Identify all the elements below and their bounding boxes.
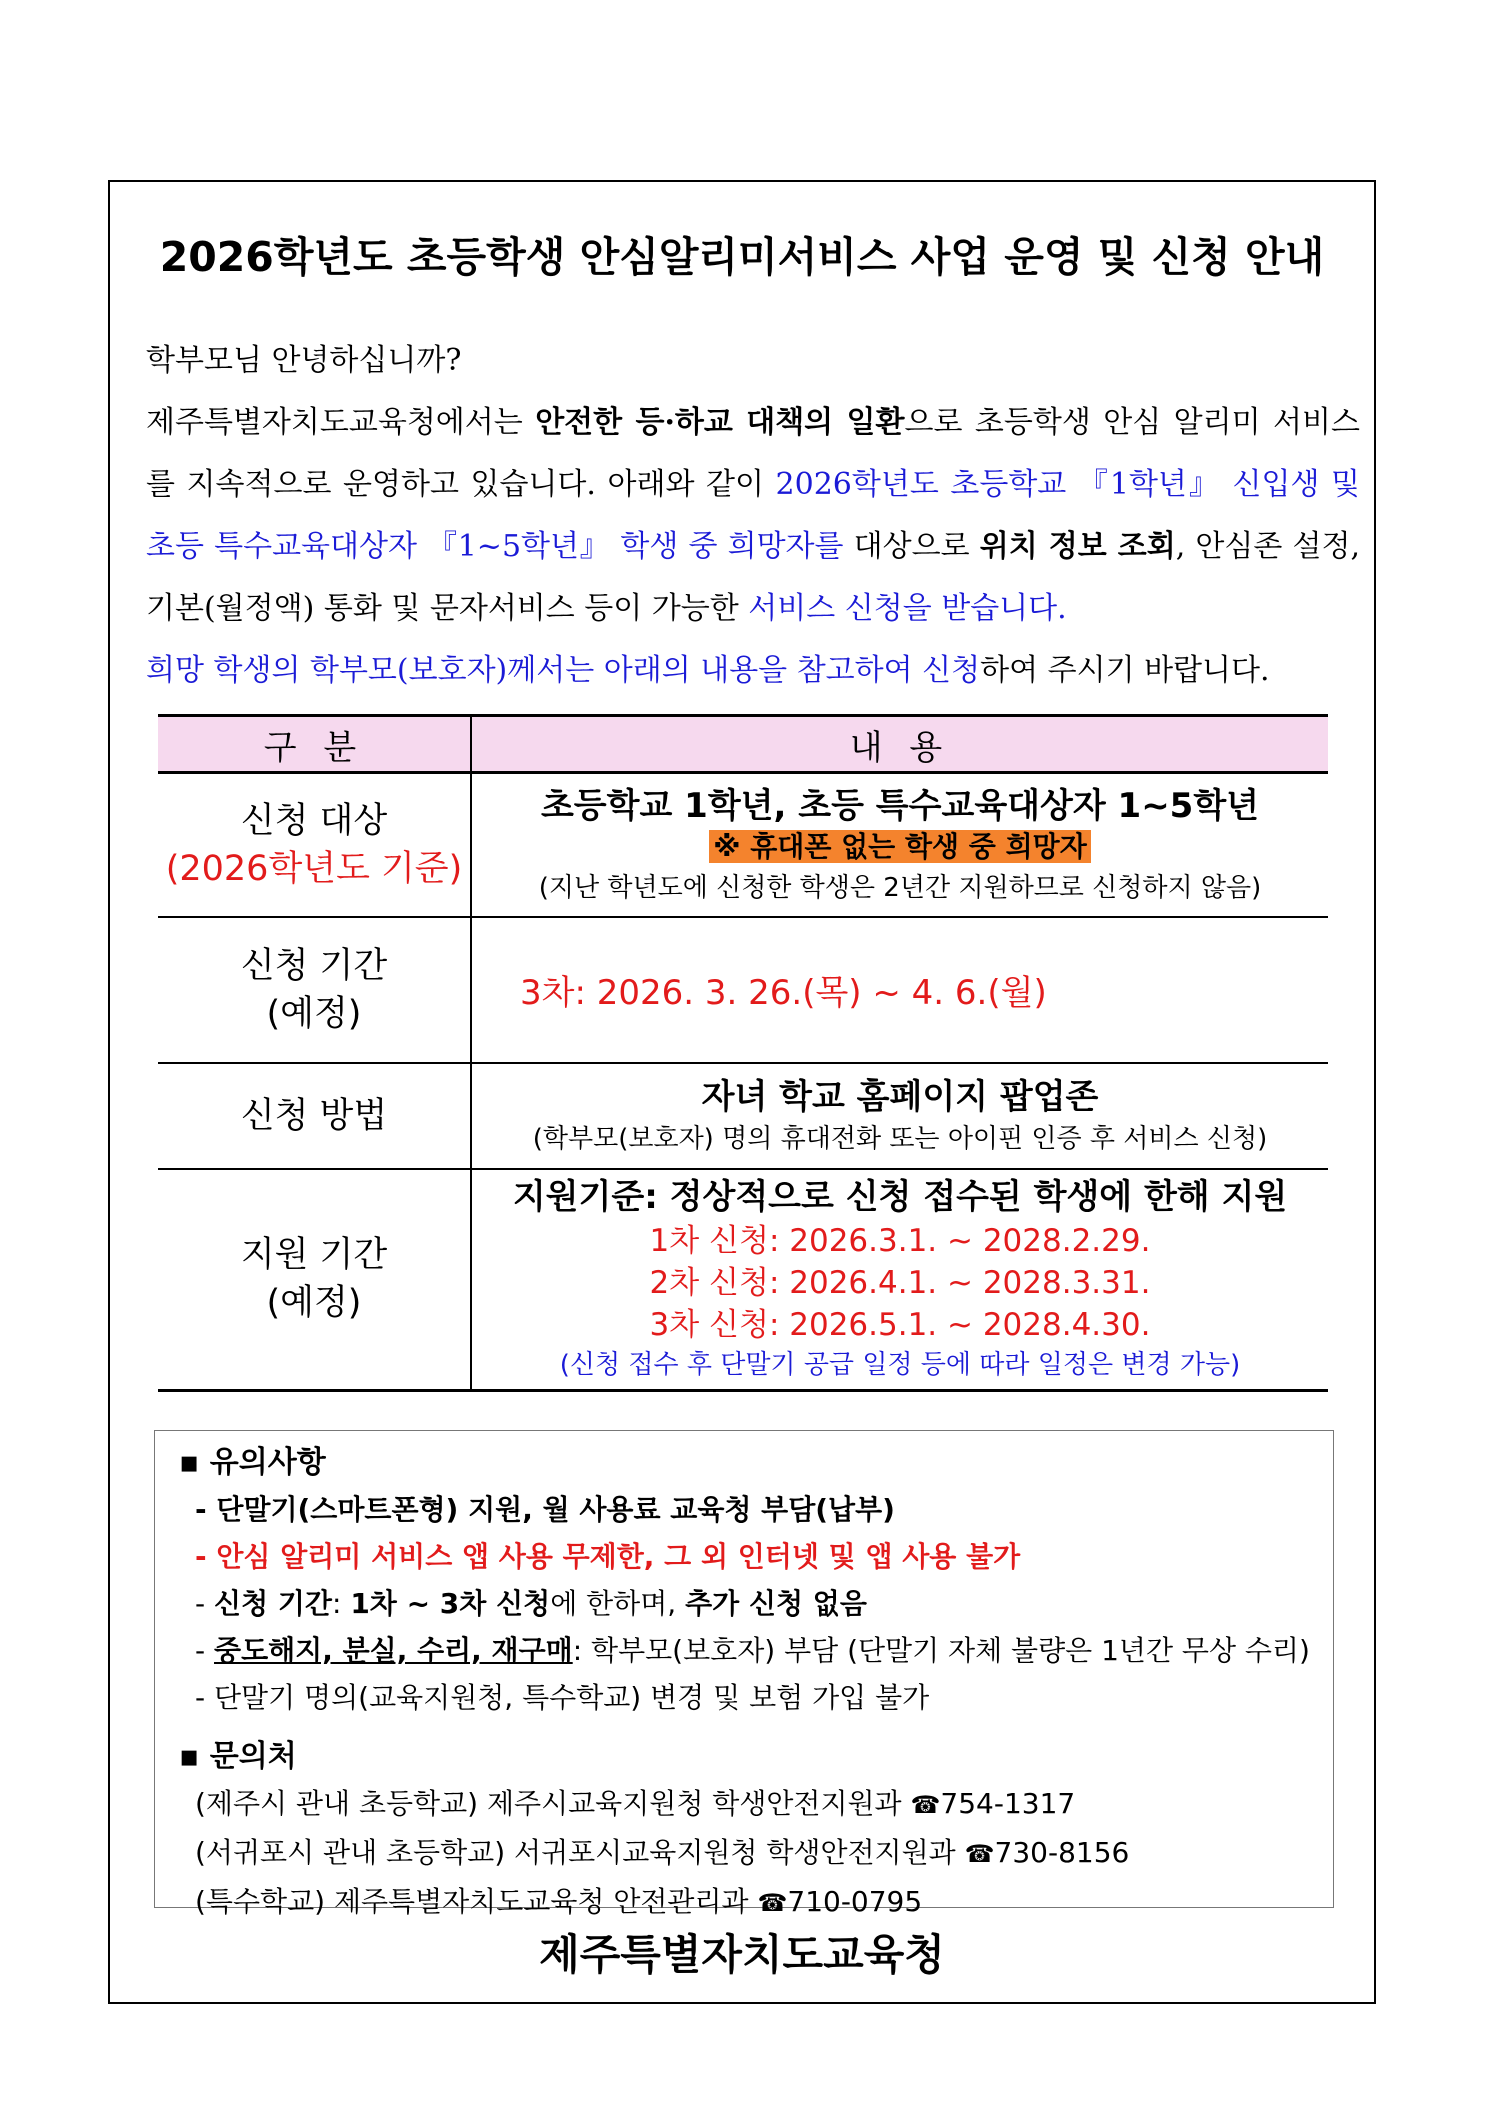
target-highlight-wrap	[473, 829, 1327, 869]
row-label	[158, 917, 471, 1063]
intro-text: 하여 주시기 바랍니다.	[980, 653, 1270, 688]
row-content	[471, 917, 1328, 1063]
row-label	[158, 773, 471, 917]
info-table	[158, 714, 1328, 1392]
row-label-text: 지원 기간	[240, 1235, 388, 1276]
contact-item	[179, 1829, 1309, 1878]
row-label-sub: (예정)	[266, 993, 362, 1034]
row-label-sub: (예정)	[266, 1283, 362, 1324]
intro-text: , 안심존 설정, 기본(월정액) 통화 및 문자서비스 등이 가능한	[146, 529, 1360, 626]
contact-text: (제주시 관내 초등학교) 제주시교육지원청 학생안전지원과	[195, 1787, 911, 1820]
greeting: 학부모님 안녕하십니까?	[146, 343, 462, 378]
contact-phone: 754-1317	[940, 1787, 1076, 1820]
contact-text: (특수학교) 제주특별자치도교육청 안전관리과	[195, 1885, 758, 1918]
note-item: - 안심 알리미 서비스 앱 사용 무제한, 그 외 인터넷 및 앱 사용 불가	[195, 1540, 1021, 1573]
note-bold: 추가 신청 없음	[685, 1587, 867, 1620]
support-period-2: 2차 신청: 2026.4.1. ~ 2028.3.31.	[649, 1265, 1151, 1302]
row-label	[158, 1063, 471, 1169]
method-main: 자녀 학교 홈페이지 팝업존	[701, 1076, 1099, 1117]
contact-phone: 730-8156	[994, 1836, 1130, 1869]
intro-bold-text: 안전한 등·하교 대책의 일환	[535, 405, 905, 440]
phone-icon: ☎	[964, 1840, 995, 1868]
row-label	[158, 1169, 471, 1391]
contact-heading: ▪ 문의처	[179, 1739, 297, 1774]
apply-period: 3차: 2026. 3. 26.(목) ~ 4. 6.(월)	[520, 973, 1047, 1013]
note-bold: 중도해지, 분실, 수리, 재구매	[214, 1634, 573, 1667]
row-label-text: 신청 기간	[240, 945, 388, 986]
page-title: 2026학년도 초등학생 안심알리미서비스 사업 운영 및 신청 안내	[159, 233, 1325, 281]
target-highlight: ※ 휴대폰 없는 학생 중 희망자	[709, 830, 1091, 863]
note-text: :	[331, 1587, 351, 1620]
support-main: 지원기준: 정상적으로 신청 접수된 학생에 한해 지원	[512, 1177, 1288, 1218]
support-period-3: 3차 신청: 2026.5.1. ~ 2028.4.30.	[649, 1307, 1151, 1344]
note-text: : 학부모(보호자) 부담 (단말기 자체 불량은 1년간 무상 수리)	[572, 1634, 1310, 1667]
note-text: 에 한하며,	[550, 1587, 686, 1620]
row-label-text: 신청 대상	[240, 800, 388, 841]
phone-icon: ☎	[910, 1791, 941, 1819]
row-period	[158, 917, 1328, 1063]
row-content	[471, 1063, 1328, 1169]
contact-item	[179, 1878, 1309, 1927]
notes-heading: ▪ 유의사항	[179, 1445, 326, 1480]
row-support	[158, 1169, 1328, 1391]
row-target	[158, 773, 1328, 917]
support-period-1: 1차 신청: 2026.3.1. ~ 2028.2.29.	[649, 1223, 1151, 1260]
document-frame	[108, 180, 1376, 2004]
intro-text: 제주특별자치도교육청에서는	[146, 405, 536, 440]
row-method	[158, 1063, 1328, 1169]
method-note: (학부모(보호자) 명의 휴대전화 또는 아이핀 인증 후 서비스 신청)	[532, 1123, 1268, 1154]
row-content	[471, 773, 1328, 917]
table-header	[158, 716, 1328, 773]
intro-text: 대상으로	[843, 529, 980, 564]
note-dash: -	[195, 1587, 215, 1620]
contact-text: (서귀포시 관내 초등학교) 서귀포시교육지원청 학생안전지원과	[195, 1836, 965, 1869]
header-content: 내 용	[471, 716, 1328, 773]
note-item: - 단말기(스마트폰형) 지원, 월 사용료 교육청 부담(납부)	[195, 1493, 895, 1526]
notes-box	[154, 1430, 1334, 1918]
contact-phone: 710-0795	[787, 1885, 923, 1918]
intro-target-text: 2026학년도 초등학교 『1학년』 신입생 및 초등 특수교육대상자 『1~5학년』 학생 중 희망자를	[146, 467, 1360, 564]
target-note: (지난 학년도에 신청한 학생은 2년간 지원하므로 신청하지 않음)	[538, 872, 1262, 903]
intro-section	[128, 330, 1360, 702]
support-note: (신청 접수 후 단말기 공급 일정 등에 따라 일정은 변경 가능)	[559, 1350, 1241, 1381]
contact-item	[179, 1780, 1309, 1829]
intro-apply-text: 서비스 신청을 받습니다.	[748, 591, 1067, 626]
intro-guardian-text: 희망 학생의 학부모(보호자)께서는 아래의 내용을 참고하여 신청	[146, 653, 981, 688]
intro-bold-text: 위치 정보 조회	[979, 529, 1176, 564]
row-content	[471, 1169, 1328, 1391]
row-label-text: 신청 방법	[240, 1095, 388, 1136]
notes-gap	[179, 1721, 1309, 1733]
intro-paragraph-1	[128, 392, 1360, 640]
note-dash: -	[195, 1634, 215, 1667]
organization-name: 제주특별자치도교육청	[539, 1930, 945, 1979]
note-bold: 신청 기간	[214, 1587, 332, 1620]
intro-paragraph-2	[128, 640, 1360, 702]
header-category: 구 분	[158, 716, 471, 773]
intro-text: 으로 초등학생 안심 알리미 서비스를 지속적으로 운영하고 있습니다. 아래와 같이	[146, 405, 1360, 502]
note-item	[179, 1580, 1309, 1627]
target-main: 초등학교 1학년, 초등 특수교육대상자 1~5학년	[540, 785, 1260, 826]
note-bold: 1차 ~ 3차 신청	[350, 1587, 551, 1620]
row-label-sub: (2026학년도 기준)	[165, 848, 463, 889]
note-item	[179, 1627, 1309, 1674]
phone-icon: ☎	[757, 1889, 788, 1917]
note-item: - 단말기 명의(교육지원청, 특수학교) 변경 및 보험 가입 불가	[195, 1681, 930, 1714]
